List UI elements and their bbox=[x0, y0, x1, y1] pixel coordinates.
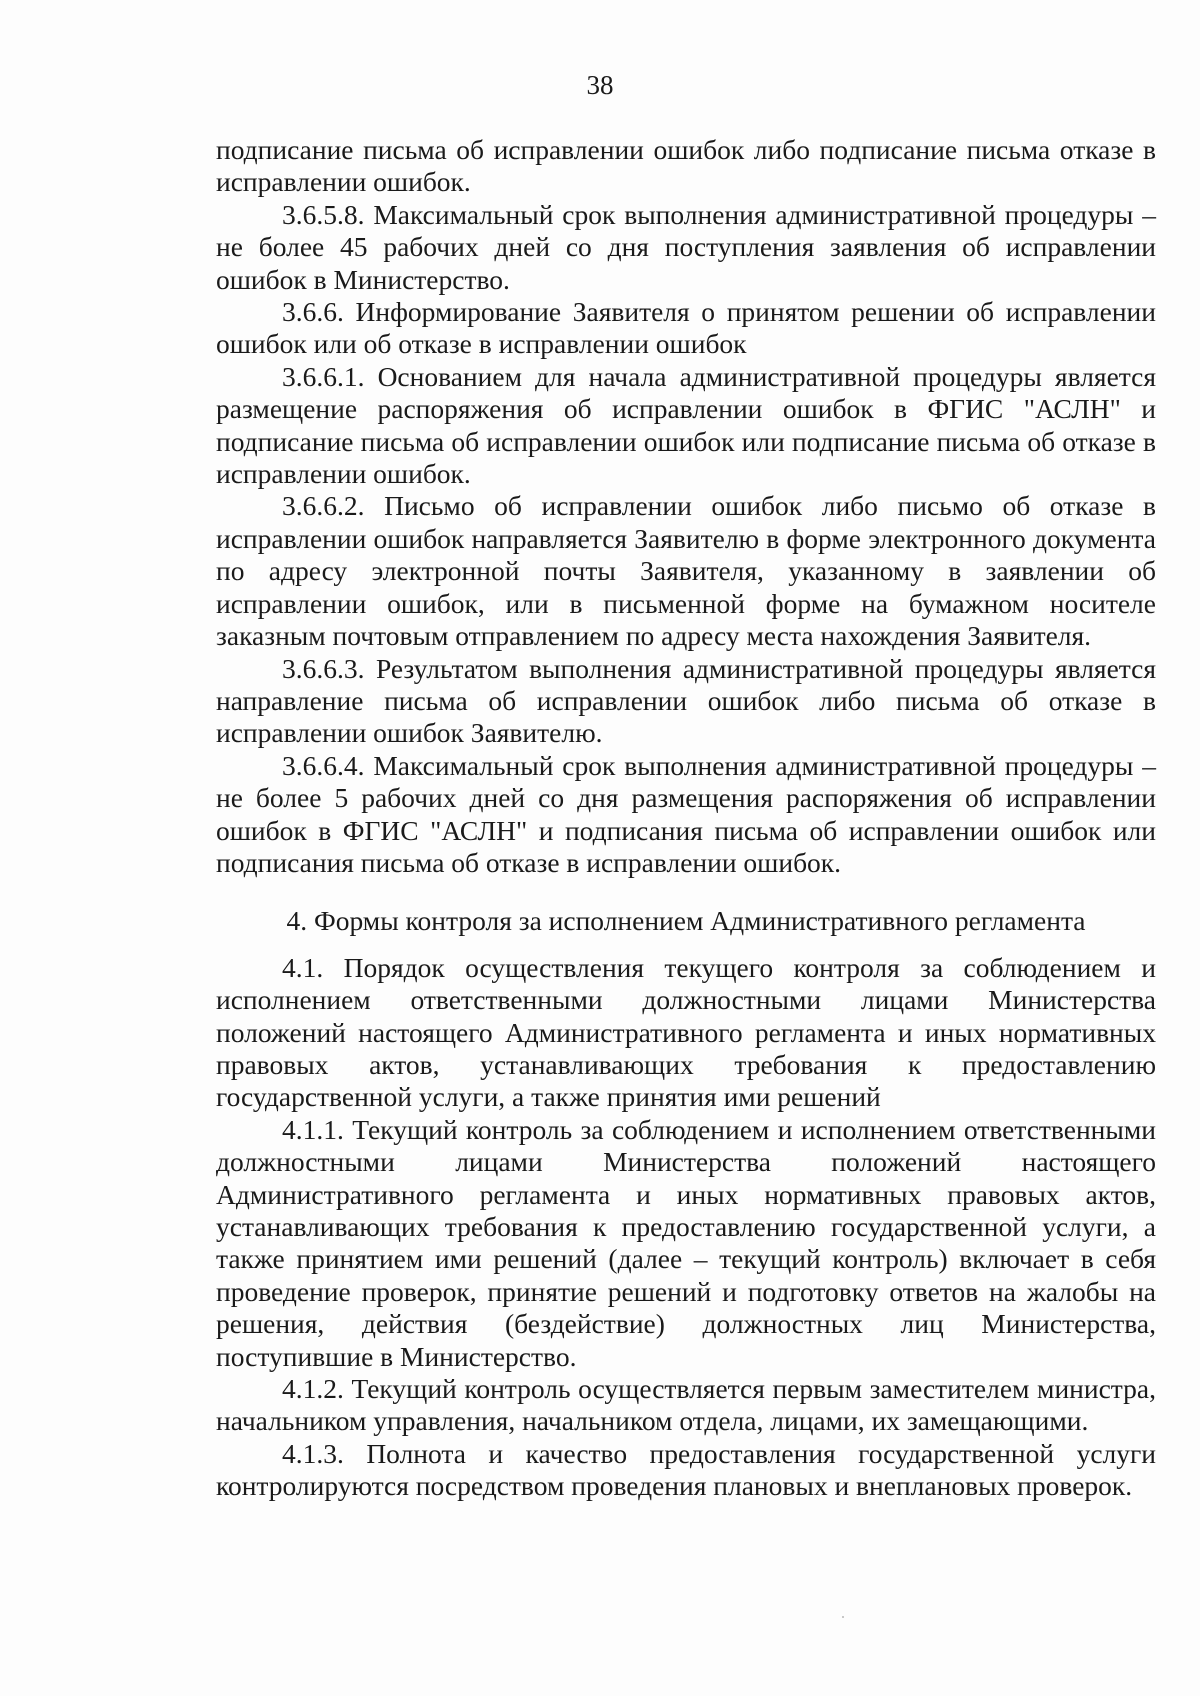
section-heading: 4. Формы контроля за исполнением Административного регламента bbox=[286, 905, 1086, 937]
paragraph-4-1-1: 4.1.1. Текущий контроль за соблюдением и исполнением ответственными должностными лицами Министерства положений настоящего Административного регламента и иных нормативных правовых актов, устанавливающих требования к предоставлению государственной услуги, а также принятием ими решений (далее – текущий контроль) включает в себя проведение проверок, принятие решений и подготовку ответов на жалобы на решения, действия (бездействие) должностных лиц Министерства, поступившие в Министерство. bbox=[216, 1113, 1156, 1372]
paragraph-4-1: 4.1. Порядок осуществления текущего контроля за соблюдением и исполнением ответственными должностными лицами Министерства положений настоящего Административного регламента и иных нормативных правовых актов, устанавливающих требования к предоставлению государственной услуги, а также принятия ими решений bbox=[216, 951, 1156, 1113]
page-number: 38 bbox=[586, 70, 614, 100]
paragraph-3-6-6-2: 3.6.6.2. Письмо об исправлении ошибок либо письмо об отказе в исправлении ошибок направляется Заявителю в форме электронного документа по адресу электронной почты Заявителя, указанному в заявлении об исправлении ошибок, или в письменной форме на бумажном носителе заказным почтовым отправлением по адресу места нахождения Заявителя. bbox=[216, 490, 1156, 652]
paragraph-3-6-6: 3.6.6. Информирование Заявителя о принятом решении об исправлении ошибок или об отказе в исправлении ошибок bbox=[216, 296, 1156, 360]
paragraph-4-1-3: 4.1.3. Полнота и качество предоставления государственной услуги контролируются посредством проведения плановых и внеплановых проверок. bbox=[216, 1437, 1156, 1502]
document-body bbox=[216, 134, 1156, 1503]
paragraph-continuation: подписание письма об исправлении ошибок либо подписание письма отказе в исправлении ошибок. bbox=[216, 134, 1156, 198]
paragraph-3-6-6-4: 3.6.6.4. Максимальный срок выполнения административной процедуры – не более 5 рабочих дней со дня размещения распоряжения об исправлении ошибок в ФГИС "АСЛН" и подписания письма об исправлении ошибок или подписания письма об отказе в исправлении ошибок. bbox=[216, 749, 1156, 878]
paragraph-3-6-5-8: 3.6.5.8. Максимальный срок выполнения административной процедуры – не более 45 рабочих дней со дня поступления заявления об исправлении ошибок в Министерство. bbox=[216, 198, 1156, 295]
paragraph-3-6-6-3: 3.6.6.3. Результатом выполнения административной процедуры является направление письма об исправлении ошибок либо письма об отказе в исправлении ошибок Заявителю. bbox=[216, 652, 1156, 749]
scan-speck bbox=[842, 1616, 844, 1618]
paragraph-3-6-6-1: 3.6.6.1. Основанием для начала административной процедуры является размещение распоряжения об исправлении ошибок в ФГИС "АСЛН" и подписание письма об исправлении ошибок или подписание письма об отказе в исправлении ошибок. bbox=[216, 360, 1156, 490]
paragraph-4-1-2: 4.1.2. Текущий контроль осуществляется первым заместителем министра, начальником управления, начальником отдела, лицами, их замещающими. bbox=[216, 1373, 1156, 1437]
